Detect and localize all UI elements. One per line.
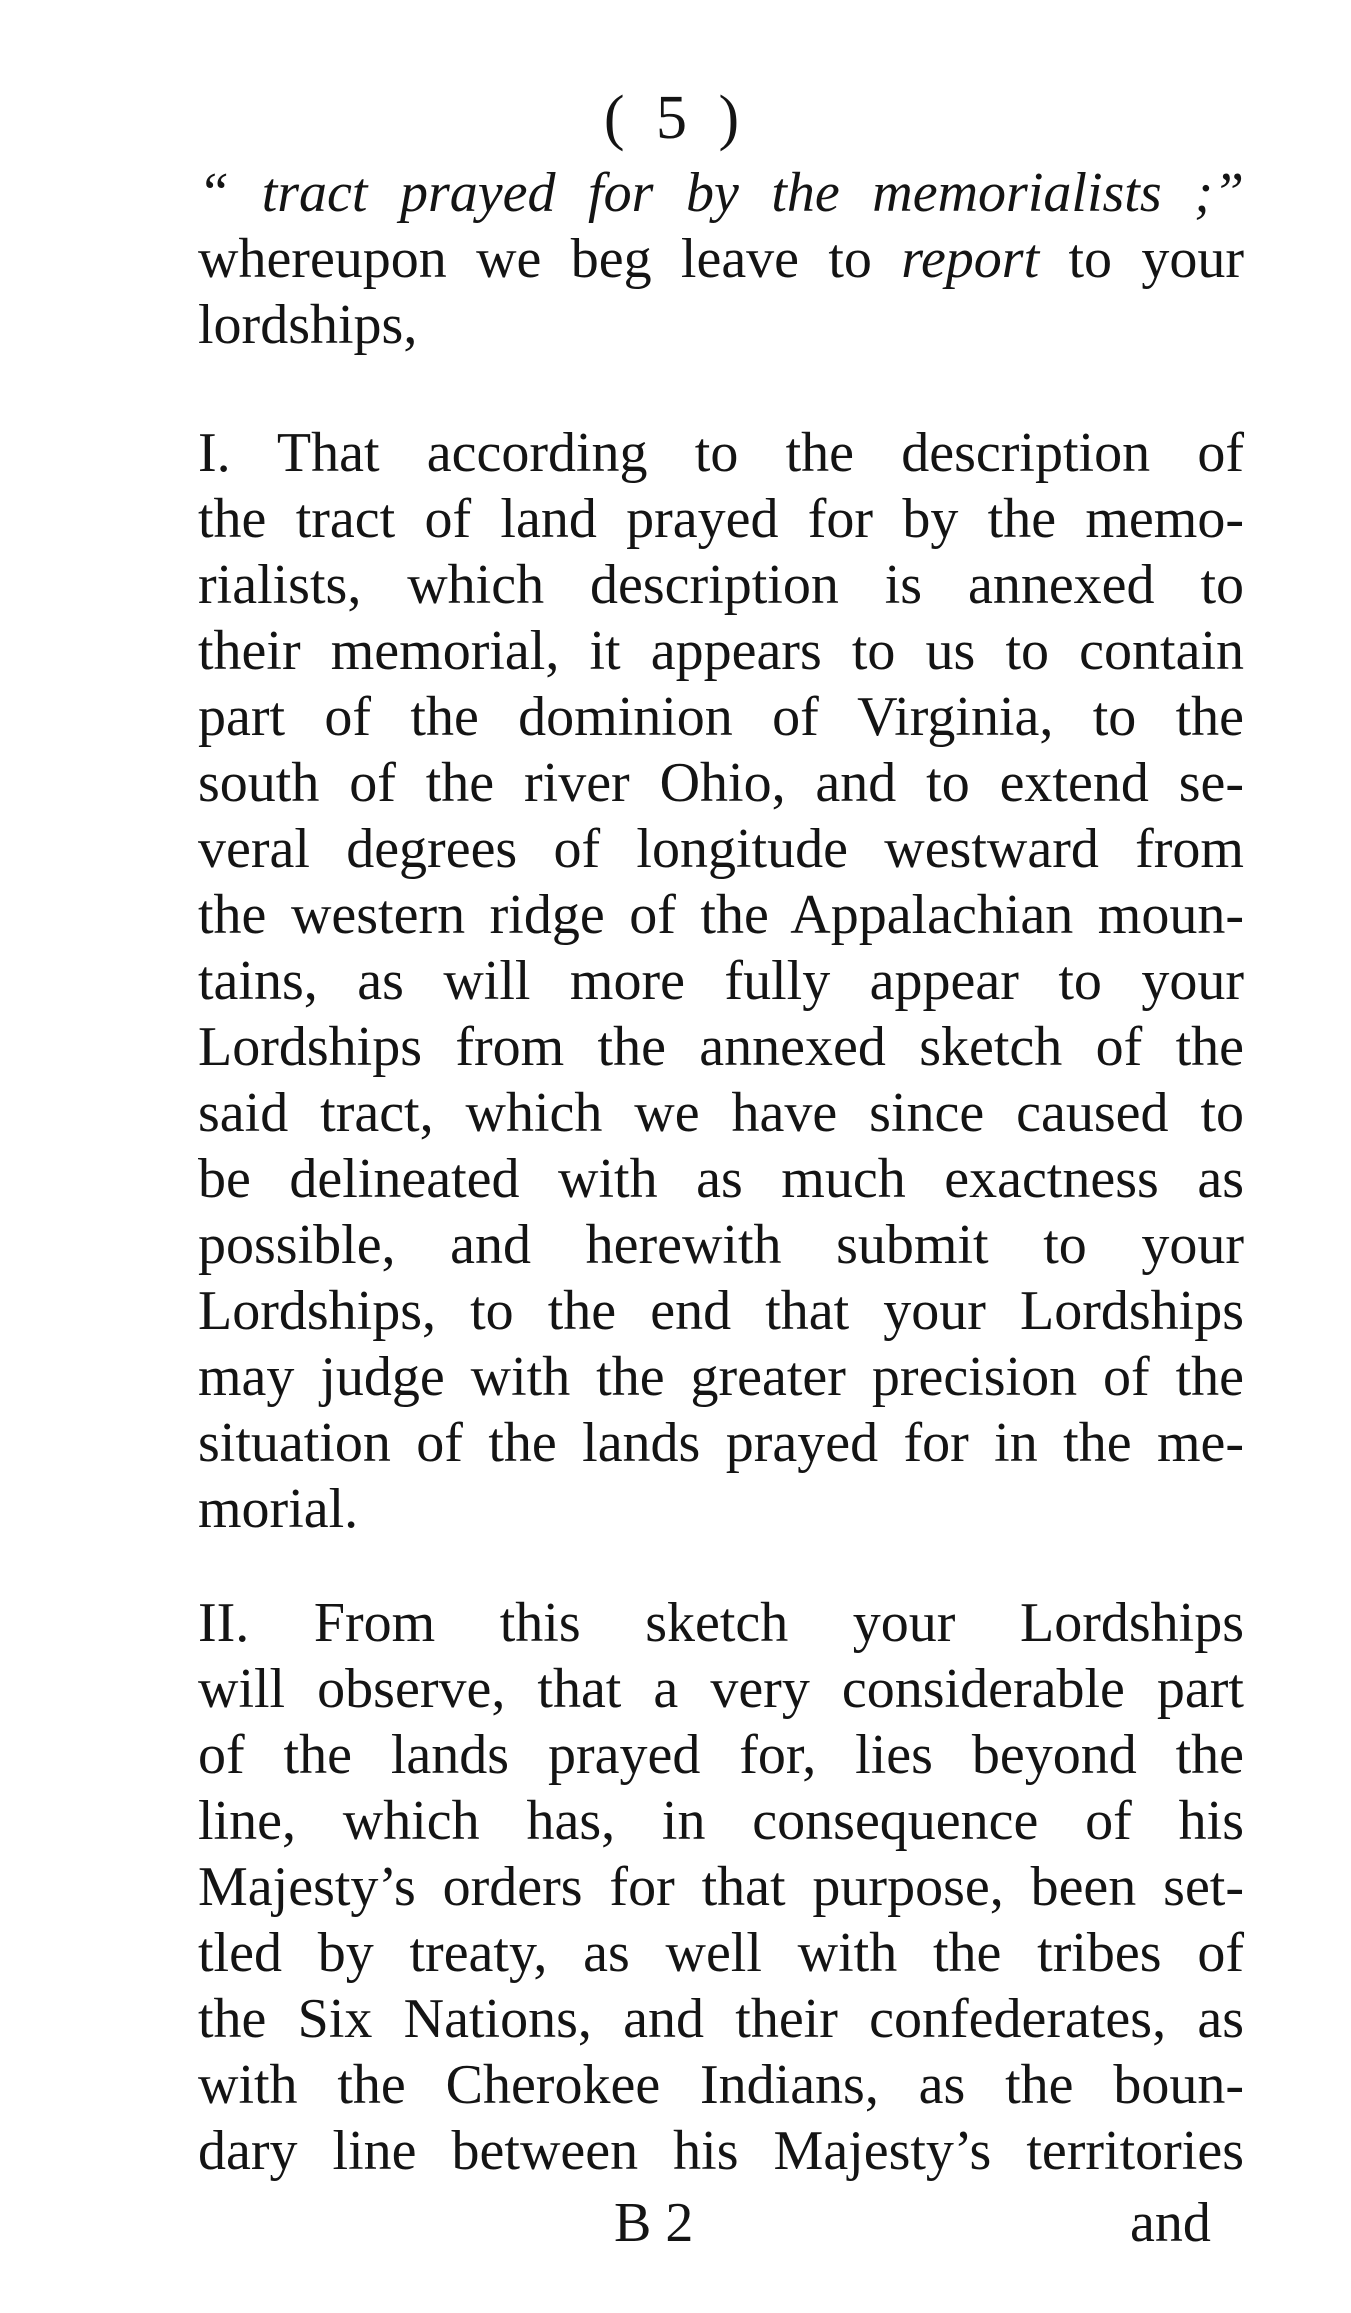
text-line: south of the river Ohio, and to extend se-: [198, 752, 1244, 814]
text-line: the western ridge of the Appalachian moun-: [198, 884, 1244, 946]
paragraph-one: [198, 420, 1244, 1542]
text-line: tains, as will more fully appear to your: [198, 950, 1244, 1012]
text-line: the Six Nations, and their confederates, as: [198, 1988, 1244, 2050]
text-line: II. From this sketch your Lordships: [198, 1592, 1244, 1654]
text-line: may judge with the greater precision of the: [198, 1346, 1244, 1408]
text-line: I. That according to the description of: [198, 422, 1244, 484]
italic-quote: “ tract prayed for by the memorialists ;”: [198, 162, 1244, 224]
text-line: situation of the lands prayed for in the me-: [198, 1412, 1244, 1474]
text-line: morial.: [198, 1478, 359, 1540]
text-line: with the Cherokee Indians, as the boun-: [198, 2054, 1244, 2116]
text-line: their memorial, it appears to us to contain: [198, 620, 1244, 682]
text-line: possible, and herewith submit to your: [198, 1214, 1244, 1276]
signature-mark: B 2: [614, 2192, 694, 2254]
catchword: and: [1130, 2192, 1211, 2254]
paragraph-two: [198, 1590, 1244, 2184]
text-line: said tract, which we have since caused to: [198, 1082, 1244, 1144]
text-line: dary line between his Majesty’s territories: [198, 2120, 1244, 2182]
text-line: Majesty’s orders for that purpose, been set-: [198, 1856, 1244, 1918]
text-run: whereupon we beg leave to: [198, 228, 902, 290]
text-line: line, which has, in consequence of his: [198, 1790, 1244, 1852]
page-footer: [0, 2190, 1351, 2256]
text-line: tled by treaty, as well with the tribes of: [198, 1922, 1244, 1984]
text-line: Lordships, to the end that your Lordships: [198, 1280, 1244, 1342]
text-line: the tract of land prayed for by the memo-: [198, 488, 1244, 550]
text-line: part of the dominion of Virginia, to the: [198, 686, 1244, 748]
text-line: lordships,: [198, 294, 418, 356]
text-line: [198, 160, 1244, 226]
text-line: will observe, that a very considerable part: [198, 1658, 1244, 1720]
text-line: be delineated with as much exactness as: [198, 1148, 1244, 1210]
text-line: [198, 226, 1244, 292]
text-line: of the lands prayed for, lies beyond the: [198, 1724, 1244, 1786]
text-line: veral degrees of longitude westward from: [198, 818, 1244, 880]
text-line: Lordships from the annexed sketch of the: [198, 1016, 1244, 1078]
text-line: rialists, which description is annexed to: [198, 554, 1244, 616]
page-number: ( 5 ): [603, 84, 748, 152]
italic-word: report: [901, 228, 1040, 290]
text-run: to your: [1039, 228, 1244, 290]
opening-lines: [198, 160, 1244, 358]
